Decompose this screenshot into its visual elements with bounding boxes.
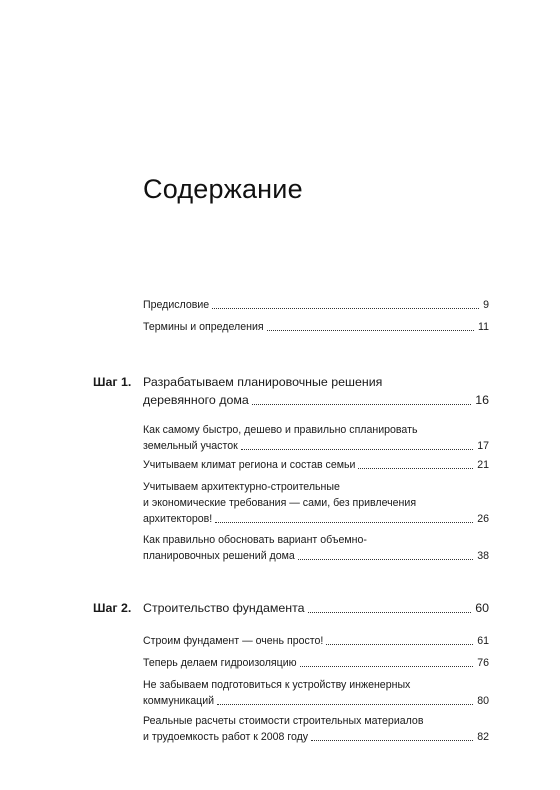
dot-leader [267,330,474,331]
toc-entry-text: Строительство фундамента [143,601,305,615]
page-number: 26 [477,513,489,525]
toc-entry-text: Теперь делаем гидроизоляцию [143,657,297,669]
dot-leader [308,612,472,613]
step-label: Шаг 2. [93,601,132,615]
page-number: 60 [475,601,489,615]
toc-entry-text: и экономические требования — сами, без привлечения [143,497,417,509]
toc-entry[interactable] [143,479,489,527]
toc-entry-text: Как самому быстро, дешево и правильно спланировать [143,424,418,436]
toc-entry-text: Не забываем подготовиться к устройству инженерных [143,679,411,691]
dot-leader [298,559,473,560]
toc-step-heading[interactable] [143,599,489,617]
toc-entry-text: Термины и определения [143,321,264,333]
dot-leader [215,522,473,523]
toc-entry-text: архитекторов! [143,513,213,525]
page-number: 76 [477,657,489,669]
toc-entry-text: Как правильно обосновать вариант объемно- [143,534,367,546]
step-label: Шаг 1. [93,375,132,389]
page-number: 38 [477,550,489,562]
dot-leader [217,704,473,705]
toc-entry-text: Учитываем климат региона и состав семьи [143,459,356,471]
page-number: 61 [477,635,489,647]
toc-entry-text: Разрабатываем планировочные решения [143,375,383,389]
toc-entry[interactable] [143,457,489,473]
dot-leader [241,449,473,450]
toc-entry-text: Учитываем архитектурно-строительные [143,481,340,493]
toc-entry-text: деревянного дома [143,393,249,407]
toc-entry-text: Строим фундамент — очень просто! [143,635,324,647]
toc-entry-text: Реальные расчеты стоимости строительных материалов [143,715,424,727]
page-number: 11 [478,321,489,333]
toc-entry[interactable] [143,532,489,564]
toc-entry[interactable] [143,713,489,745]
toc-entry-text: коммуникаций [143,695,215,707]
page-title: Содержание [143,174,303,204]
dot-leader [326,644,473,645]
page-number: 16 [475,393,489,407]
toc-entry-text: планировочных решений дома [143,550,295,562]
page-number: 9 [483,299,489,311]
toc-entry[interactable] [143,422,489,454]
toc-entry[interactable] [143,655,489,671]
toc-entry-text: и трудоемкость работ к 2008 году [143,731,309,743]
dot-leader [358,468,473,469]
dot-leader [300,666,474,667]
dot-leader [252,404,471,405]
page-number: 21 [477,459,489,471]
toc-step-heading[interactable] [143,373,489,409]
page-number: 17 [477,440,489,452]
toc-entry[interactable] [143,633,489,649]
page-number: 82 [477,731,489,743]
toc-entry[interactable] [143,677,489,709]
toc-entry-text: Предисловие [143,299,210,311]
toc-entry[interactable] [143,297,489,313]
toc-entry-text: земельный участок [143,440,238,452]
toc-entry[interactable] [143,319,489,335]
dot-leader [311,740,473,741]
page-number: 80 [477,695,489,707]
dot-leader [212,308,479,309]
